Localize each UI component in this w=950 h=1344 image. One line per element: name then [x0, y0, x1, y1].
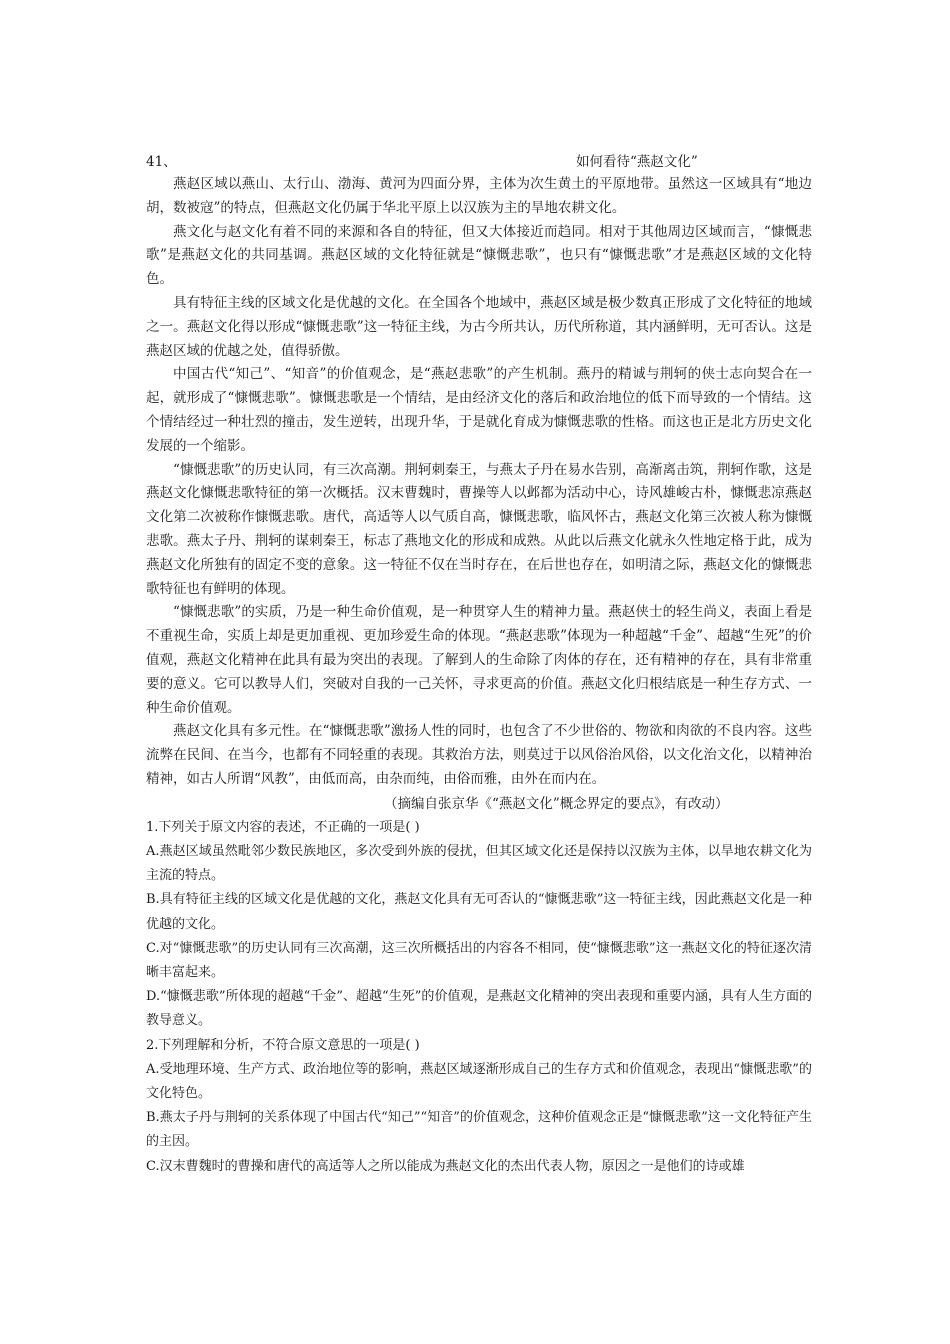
question-2-option-a: A.受地理环境、生产方式、政治地位等的影响，燕赵区域逐渐形成自己的生存方式和价值观念，表现出“慷慨悲歌”的文化特色。	[146, 1061, 812, 1101]
article-paragraph-1: 燕赵区域以燕山、太行山、渤海、黄河为四面分界，主体为次生黄土的平原地带。虽然这一区域具有“地边胡，数被寇”的特点，但燕赵文化仍属于华北平原上以汉族为主的旱地农耕文化。	[146, 176, 812, 216]
article-paragraph-6: “慷慨悲歌”的实质，乃是一种生命价值观，是一种贯穿人生的精神力量。燕赵侠士的轻生尚义，表面上看是不重视生命，实质上却是更加重视、更加珍爱生命的体现。“燕赵悲歌”体现为一种超越“千金”、超越“生死”的价值观，燕赵文化精神在此具有最为突出的表现。了解到人的生命除了肉体的存在，还有精神的存在，具有非常重要的意义。它可以教导人们，突破对自我的一己关怀，寻求更高的价值。燕赵文化归根结底是一种生存方式、一种生命价值观。	[146, 604, 812, 716]
source-citation: （摘编自张京华《“燕赵文化”概念界定的要点》，有改动）	[384, 795, 729, 812]
question-1-option-b: B.具有特征主线的区域文化是优越的文化，燕赵文化具有无可否认的“慷慨悲歌”这一特征主线，因此燕赵文化是一种优越的文化。	[146, 892, 812, 932]
question-2-option-c: C.汉末曹魏时的曹操和唐代的高适等人之所以能成为燕赵文化的杰出代表人物，原因之一是他们的诗或雄	[146, 1158, 745, 1174]
question-1-option-c: C.对“慷慨悲歌”的历史认同有三次高潮，这三次所概括出的内容各不相同，使“慷慨悲歌”这一燕赵文化的特征逐次清晰丰富起来。	[146, 940, 812, 980]
article-paragraph-5: “慷慨悲歌”的历史认同，有三次高潮。荆轲刺秦王，与燕太子丹在易水告别，高渐离击筑，荆轲作歌，这是燕赵文化慷慨悲歌特征的第一次概括。汉末曹魏时，曹操等人以邺都为活动中心，诗风雄峻古朴，慷慨悲凉燕赵文化第二次被称作慷慨悲歌。唐代，高适等人以气质自高，慷慨悲歌，临风怀古，燕赵文化第三次被人称为慷慨悲歌。燕太子丹、荆轲的谋刺秦王，标志了燕地文化的形成和成熟。从此以后燕文化就永久性地定格于此，成为燕赵文化所独有的固定不变的意象。这一特征不仅在当时存在，在后世也存在，如明清之际，燕赵文化的慷慨悲歌特征也有鲜明的体现。	[146, 461, 812, 597]
question-number: 41、	[146, 154, 177, 170]
question-1-option-a: A.燕赵区域虽然毗邻少数民族地区，多次受到外族的侵扰，但其区域文化还是保持以汉族为主体，以旱地农耕文化为主流的特点。	[146, 843, 812, 884]
question-1-stem: 1.下列关于原文内容的表述，不正确的一项是( )	[146, 819, 420, 835]
question-2-stem: 2.下列理解和分析，不符合原文意思的一项是( )	[146, 1037, 420, 1053]
question-2-option-b: B.燕太子丹与荆轲的关系体现了中国古代“知己”“知音”的价值观念，这种价值观念正是“慷慨悲歌”这一文化特征产生的主因。	[146, 1110, 812, 1150]
article-paragraph-7: 燕赵文化具有多元性。在“慷慨悲歌”激扬人性的同时，也包含了不少世俗的、物欲和肉欲的不良内容。这些流弊在民间、在当今，也都有不同轻重的表现。其救治方法，则莫过于以风俗治风俗，以文化治文化，以精神治精神，如古人所谓“风教”，由低而高，由杂而纯，由俗而雅，由外在而内在。	[146, 723, 812, 787]
question-header	[146, 151, 812, 173]
question-1-option-d: D.“慷慨悲歌”所体现的超越“千金”、超越“生死”的价值观，是燕赵文化精神的突出表现和重要内涵，具有人生方面的教导意义。	[146, 989, 812, 1029]
article-paragraph-4: 中国古代“知己”、“知音”的价值观念，是“燕赵悲歌”的产生机制。燕丹的精诚与荆轲的侠士志向契合在一起，就形成了“慷慨悲歌”。慷慨悲歌是一个情结，是由经济文化的落后和政治地位的低下而导致的一个情结。这个情结经过一种壮烈的撞击，发生逆转，出现升华，于是就化育成为慷慨悲歌的性格。而这也正是北方历史文化发展的一个缩影。	[146, 366, 812, 454]
article-paragraph-3: 具有特征主线的区域文化是优越的文化。在全国各个地域中，燕赵区域是极少数真正形成了文化特征的地域之一。燕赵文化得以形成“慷慨悲歌”这一特征主线，为古今所共认，历代所称道，其内涵鲜明，无可否认。这是燕赵区域的优越之处，值得骄傲。	[146, 294, 812, 359]
article-paragraph-2: 燕文化与赵文化有着不同的来源和各自的特征，但又大体接近而趋同。相对于其他周边区域而言，“慷慨悲歌”是燕赵文化的共同基调。燕赵区域的文化特征就是“慷慨悲歌”，也只有“慷慨悲歌”才是燕赵区域的文化特色。	[146, 223, 812, 288]
article-title: 如何看待“燕赵文化”	[576, 154, 698, 170]
exam-page	[146, 151, 812, 1179]
